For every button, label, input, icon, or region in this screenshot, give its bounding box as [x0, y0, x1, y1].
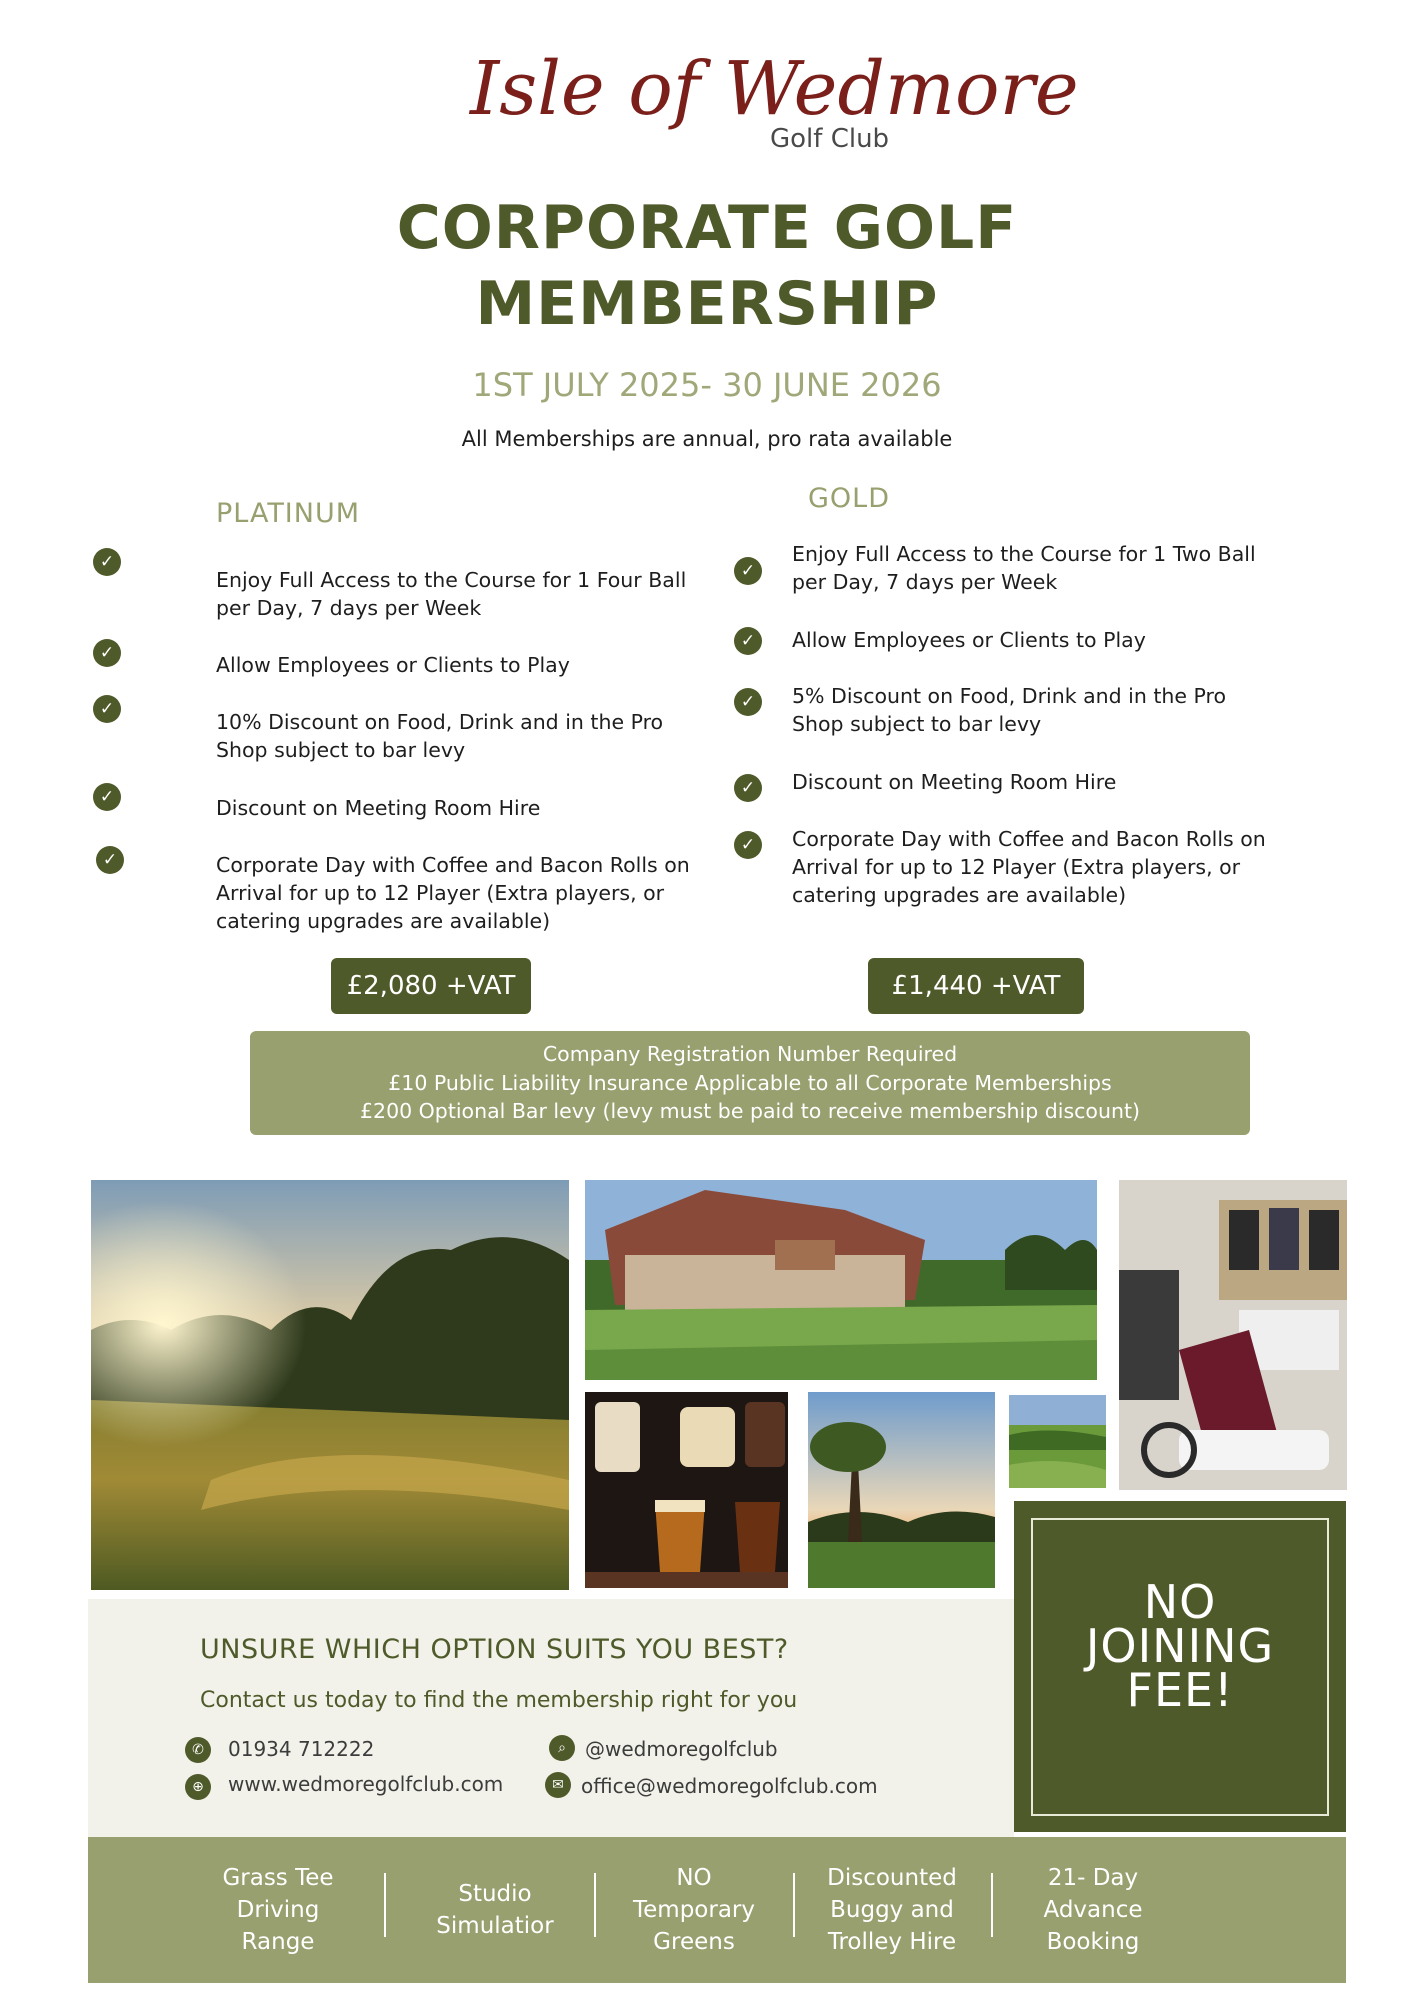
gold-feature: Discount on Meeting Room Hire [792, 770, 1117, 794]
check-circle-icon: ✓ [734, 688, 762, 716]
globe-icon: ⊕ [185, 1774, 211, 1800]
gold-heading: GOLD [808, 483, 891, 514]
gold-feature: Allow Employees or Clients to Play [792, 628, 1146, 652]
pro-shop-photo [1119, 1180, 1347, 1490]
sunset-fairway-photo [91, 1180, 569, 1590]
search-icon: ⌕ [549, 1735, 575, 1761]
check-circle-icon: ✓ [93, 783, 121, 811]
gold-feature: Enjoy Full Access to the Course for 1 Two Ball per Day, 7 days per Week [792, 542, 1256, 594]
phone-icon: ✆ [185, 1737, 211, 1763]
platinum-feature: Corporate Day with Coffee and Bacon Rolls on Arrival for up to 12 Player (Extra players, or catering upgrades are available) [216, 853, 690, 933]
mail-icon: ✉ [545, 1772, 571, 1798]
platinum-feature: Enjoy Full Access to the Course for 1 Four Ball per Day, 7 days per Week [216, 568, 687, 620]
check-circle-icon: ✓ [734, 774, 762, 802]
bar-divider [991, 1873, 993, 1937]
bar-divider [793, 1873, 795, 1937]
annual-note: All Memberships are annual, pro rata available [461, 427, 953, 451]
logo-script-text: Isle of Wedmore [470, 46, 1079, 132]
check-circle-icon: ✓ [734, 627, 762, 655]
gold-feature: Corporate Day with Coffee and Bacon Rolls on Arrival for up to 12 Player (Extra players, or catering upgrades are available) [792, 827, 1266, 907]
note-line: Company Registration Number Required [542, 1042, 958, 1066]
logo-subtitle: Golf Club [770, 124, 890, 154]
platinum-price: £2,080 +VAT [331, 958, 531, 1014]
contact-heading: UNSURE WHICH OPTION SUITS YOU BEST? [200, 1634, 789, 1665]
note-line: £10 Public Liability Insurance Applicable to all Corporate Memberships [388, 1070, 1112, 1095]
countryside-view-photo [1009, 1395, 1106, 1488]
clubhouse-photo [585, 1180, 1097, 1380]
page-title-line1: CORPORATE GOLF [396, 193, 1018, 263]
gold-feature: 5% Discount on Food, Drink and in the Pro Shop subject to bar levy [792, 684, 1227, 736]
feature-studio-simulator: Studio Simulatior [436, 1881, 554, 1939]
platinum-heading: PLATINUM [216, 498, 361, 529]
page-title [0, 190, 1414, 342]
note-line: £200 Optional Bar levy (levy must be paid to receive membership discount) [359, 1099, 1140, 1123]
page-title-line2: MEMBERSHIP [475, 269, 939, 339]
check-circle-icon: ✓ [93, 548, 121, 576]
feature-no-temporary-greens: NO Temporary Greens [633, 1865, 755, 1955]
check-circle-icon: ✓ [93, 695, 121, 723]
contact-social[interactable]: @wedmoregolfclub [585, 1737, 778, 1761]
gold-price: £1,440 +VAT [868, 958, 1084, 1014]
check-circle-icon: ✓ [734, 831, 762, 859]
no-joining-fee-text [1014, 1575, 1346, 1717]
platinum-feature: 10% Discount on Food, Drink and in the Pro Shop subject to bar levy [216, 710, 664, 762]
contact-email[interactable]: office@wedmoregolfclub.com [581, 1774, 878, 1798]
membership-notes [250, 1031, 1250, 1135]
badge-line: NO [1143, 1575, 1217, 1629]
check-circle-icon: ✓ [734, 557, 762, 585]
tree-sunset-photo [808, 1392, 995, 1588]
contact-subheading: Contact us today to find the membership right for you [200, 1688, 798, 1713]
platinum-feature: Allow Employees or Clients to Play [216, 653, 570, 677]
membership-dates: 1ST JULY 2025- 30 JUNE 2026 [472, 366, 942, 404]
feature-buggy-trolley-hire: Discounted Buggy and Trolley Hire [827, 1865, 957, 1955]
platinum-feature: Discount on Meeting Room Hire [216, 796, 541, 820]
feature-driving-range: Grass Tee Driving Range [222, 1865, 334, 1955]
check-circle-icon: ✓ [96, 846, 124, 874]
badge-line: JOINING [1085, 1619, 1275, 1673]
beer-taps-photo [585, 1392, 788, 1588]
feature-advance-booking: 21- Day Advance Booking [1043, 1865, 1143, 1955]
badge-line: FEE! [1126, 1663, 1234, 1717]
contact-phone[interactable]: 01934 712222 [228, 1737, 375, 1761]
bar-divider [384, 1873, 386, 1937]
contact-website[interactable]: www.wedmoregolfclub.com [228, 1772, 504, 1796]
bar-divider [594, 1873, 596, 1937]
check-circle-icon: ✓ [93, 639, 121, 667]
